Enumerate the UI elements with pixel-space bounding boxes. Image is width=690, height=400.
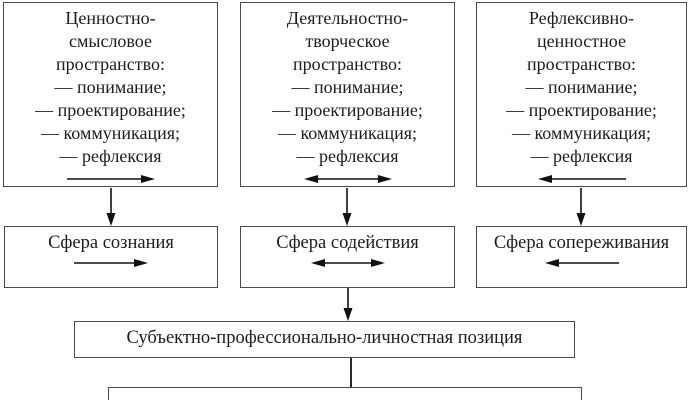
sphere-box-label: Сфера сознания bbox=[48, 233, 174, 253]
activity-creative-space-box bbox=[240, 2, 455, 187]
box-list-item: — понимание; bbox=[54, 77, 167, 97]
value-semantic-space-box bbox=[3, 2, 218, 187]
box-list-item: — рефлексия bbox=[296, 146, 399, 166]
box-title-line: пространство: bbox=[292, 54, 402, 74]
box-list-item: — проектирование; bbox=[35, 100, 186, 120]
double-arrow-icon bbox=[304, 173, 392, 185]
box-title-line: Ценностно- bbox=[65, 8, 156, 28]
empathy-sphere-box bbox=[476, 226, 687, 288]
box-list-item: — коммуникация; bbox=[511, 123, 652, 143]
down-arrow-icon bbox=[342, 288, 354, 321]
box-title-line: смысловое bbox=[68, 31, 153, 51]
down-arrow-icon bbox=[105, 188, 117, 226]
down-arrow-icon bbox=[575, 188, 587, 226]
down-arrow-icon bbox=[341, 188, 353, 226]
box-title-line: пространство: bbox=[526, 54, 636, 74]
box-list-item: — понимание; bbox=[525, 77, 638, 97]
left-arrow-icon bbox=[538, 173, 626, 185]
box-title-line: Деятельностно- bbox=[286, 8, 409, 28]
right-arrow-icon bbox=[67, 173, 155, 185]
box-title-line: Рефлексивно- bbox=[528, 8, 635, 28]
box-list-item: — проектирование; bbox=[272, 100, 423, 120]
subject-professional-personal-position-box bbox=[74, 321, 575, 358]
double-arrow-icon bbox=[311, 257, 385, 269]
box-list-item: — рефлексия bbox=[530, 146, 633, 166]
box-list-item: — коммуникация; bbox=[40, 123, 181, 143]
box-list-item: — коммуникация; bbox=[277, 123, 418, 143]
position-box-label: Субъектно-профессионально-личностная позиция bbox=[126, 328, 523, 348]
box-list-item: — проектирование; bbox=[506, 100, 657, 120]
consciousness-sphere-box bbox=[4, 226, 218, 288]
sphere-box-label: Сфера сопереживания bbox=[493, 233, 670, 253]
box-title-line: пространство: bbox=[55, 54, 165, 74]
box-list-item: — рефлексия bbox=[59, 146, 162, 166]
bottom-partial-box bbox=[108, 387, 582, 400]
box-list-item: — понимание; bbox=[291, 77, 404, 97]
box-title-line: ценностное bbox=[536, 31, 627, 51]
reflexive-value-space-box bbox=[476, 2, 687, 187]
box-title-line: творческое bbox=[305, 31, 390, 51]
sphere-box-label: Сфера содействия bbox=[276, 233, 419, 253]
assistance-sphere-box bbox=[240, 226, 455, 288]
left-arrow-icon bbox=[545, 257, 619, 269]
right-arrow-icon bbox=[74, 257, 148, 269]
